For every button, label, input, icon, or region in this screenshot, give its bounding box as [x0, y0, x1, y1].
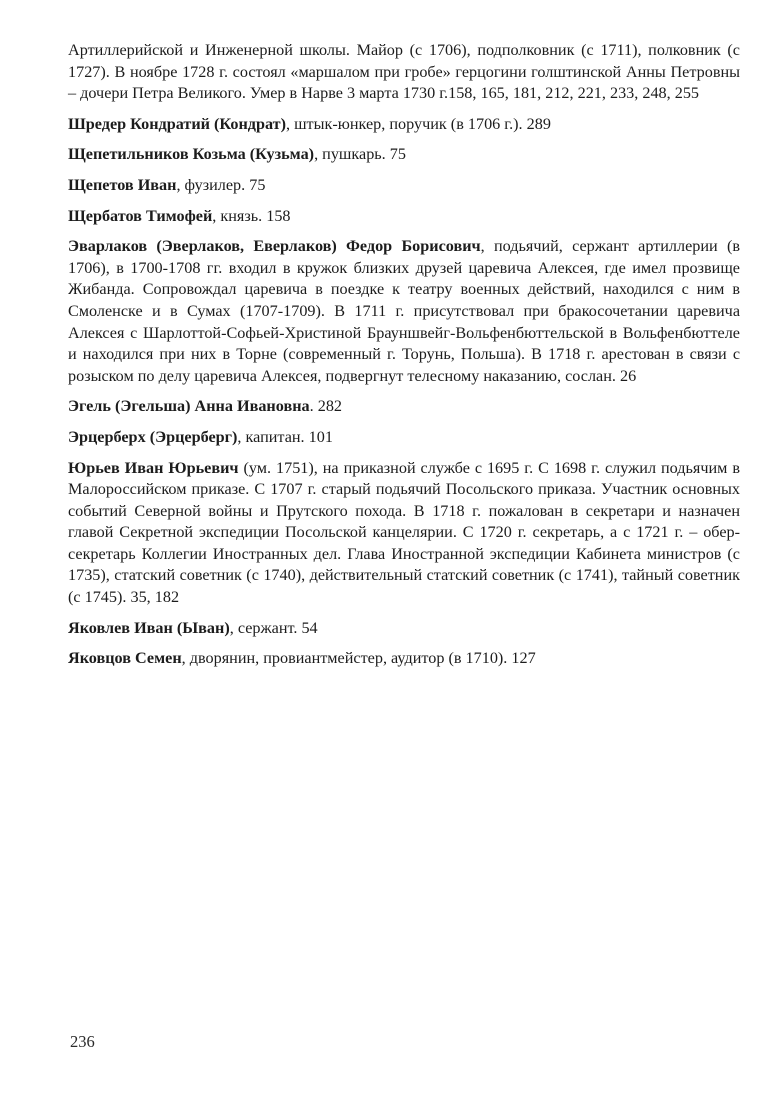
index-entry: [68, 175, 740, 197]
index-entry: [68, 206, 740, 228]
entry-text: , сержант. 54: [229, 618, 318, 637]
entry-name: Эрцерберх (Эрцерберг): [68, 427, 238, 446]
entry-name: Яковцов Семен: [68, 649, 182, 668]
entry-text: , князь. 158: [212, 206, 291, 225]
index-entry: [68, 396, 740, 418]
entry-name: Шредер Кондратий (Кондрат): [68, 114, 286, 133]
entry-text: . 282: [309, 397, 342, 416]
entry-name: Эварлаков (Эверлаков, Еверлаков) Федор Борисович: [68, 237, 481, 256]
entry-text: Артиллерийской и Инженерной школы. Майор (с 1706), подполковник (с 1711), полковник (с 1727). В ноябре 1728 г. состоял «маршалом при гробе» герцогини голштинской Анны Петровны – дочери Петра Великого. Умер в Нарве 3 марта 1730 г.158, 165, 181, 212, 221, 233, 248, 255: [68, 41, 740, 103]
entry-name: Юрьев Иван Юрьевич: [68, 458, 239, 477]
index-entry: [68, 618, 740, 640]
entry-text: , фузилер. 75: [176, 175, 266, 194]
entry-name: Щепетильников Козьма (Кузьма): [68, 145, 315, 164]
index-entry: [68, 40, 740, 105]
entry-name: Яковлев Иван (Ыван): [68, 618, 230, 637]
index-entry: [68, 144, 740, 166]
index-entry: [68, 114, 740, 136]
index-entry: [68, 236, 740, 387]
index-entry: [68, 458, 740, 609]
entry-name: Щербатов Тимофей: [68, 206, 213, 225]
entry-text: (ум. 1751), на приказной службе с 1695 г. С 1698 г. служил подьячим в Малороссийском приказе. С 1707 г. старый подьячий Посольского приказа. Участник основных событий Северной войны и Прутского похода. В 1718 г. пожалован в секретари и назначен главой Секретной экспедиции Посольской канцелярии. С 1720 г. секретарь, а с 1721 г. – обер-секретарь Коллегии Иностранных дел. Глава Иностранной экспедиции Кабинета министров (с 1735), статский советник (с 1740), действительный статский советник (с 1741), тайный советник (с 1745). 35, 182: [68, 458, 740, 607]
index-entry: [68, 427, 740, 449]
entry-text: , дворянин, провиантмейстер, аудитор (в 1710). 127: [181, 649, 536, 668]
entry-name: Эгель (Эгельша) Анна Ивановна: [68, 397, 310, 416]
entry-text: , капитан. 101: [237, 427, 333, 446]
entry-text: , пушкарь. 75: [314, 145, 406, 164]
entry-text: , подьячий, сержант артиллерии (в 1706), в 1700-1708 гг. входил в кружок близких друзей царевича Алексея, где имел прозвище Жибанда. Сопровождал царевича в поездке к театру военных действий, находился с ним в Смоленске и в Сумах (1707-1709). В 1711 г. присутствовал при бракосочетании царевича Алексея с Шарлоттой-Софьей-Христиной Брауншвейг-Вольфенбюттельской в Вольфенбюттеле и находился при них в Торне (современный г. Торунь, Польша). В 1718 г. арестован в связи с розыском по делу царевича Алексея, подвергнут телесному наказанию, сослан. 26: [68, 237, 740, 385]
page-number: 236: [70, 1032, 95, 1051]
entry-name: Щепетов Иван: [68, 175, 177, 194]
index-entry: [68, 648, 740, 670]
entry-text: , штык-юнкер, поручик (в 1706 г.). 289: [286, 114, 551, 133]
